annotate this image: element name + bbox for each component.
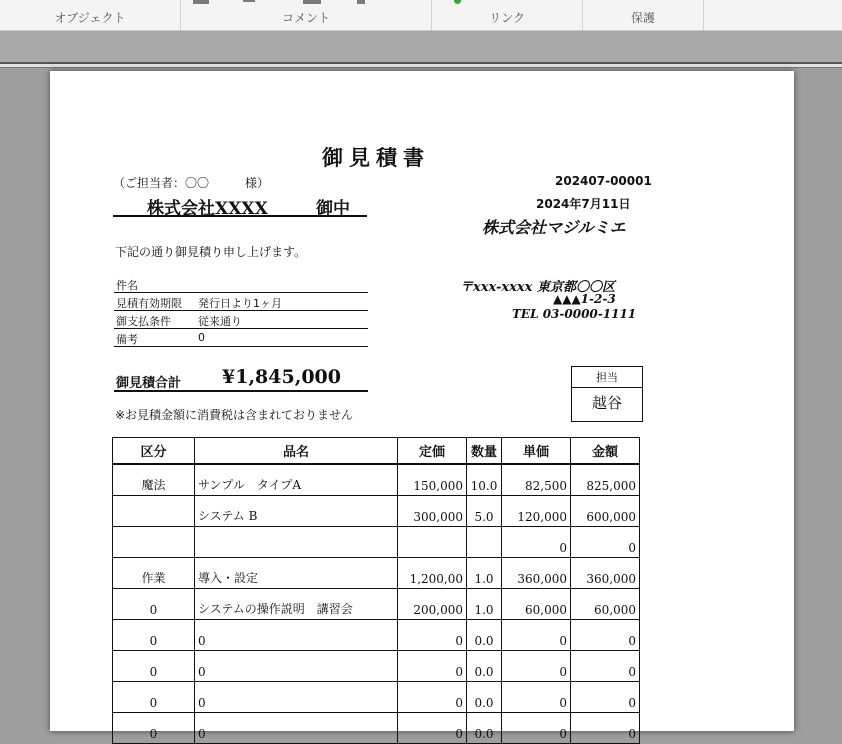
issue-date: 2024年7月11日 [536,197,631,211]
table-row [113,527,640,558]
cell-qty [467,527,502,558]
quote-total-block [114,368,368,392]
ribbon-toolbar [0,0,842,31]
cell-category: 0 [113,589,195,620]
cell-item: 0 [195,682,398,713]
total-amount: ¥1,845,000 [222,366,341,388]
cell-qty: 1.0 [467,558,502,589]
ribbon-group-protect[interactable] [583,0,704,30]
table-header-row [113,438,640,465]
info-row [114,275,368,293]
info-key: 件名 [116,279,138,292]
cell-qty: 0.0 [467,620,502,651]
cell-category: 0 [113,682,195,713]
client-name: 株式会社XXXX [147,199,268,219]
line-items-table [112,437,640,744]
cell-list-price [398,527,467,558]
ribbon-group-objects[interactable] [0,0,181,30]
issuer-address-line1: 〒xxx-xxxx 東京都〇〇区 [460,280,615,295]
cell-list-price: 0 [398,620,467,651]
cell-category: 0 [113,620,195,651]
info-row [114,329,368,347]
cell-amount: 60,000 [571,589,640,620]
table-row [113,496,640,527]
cell-amount: 0 [571,527,640,558]
cell-amount: 0 [571,713,640,744]
comment-tool-icon[interactable] [357,0,365,4]
quote-info-table [114,275,368,347]
cell-unit-price: 0 [502,620,571,651]
cell-category [113,496,195,527]
cell-list-price: 1,200,00 [398,558,467,589]
issuer-company: 株式会社マジルミエ [482,218,626,237]
intro-text: 下記の通り御見積り申し上げます。 [115,245,307,259]
column-header: 品名 [195,438,398,465]
cell-list-price: 300,000 [398,496,467,527]
cell-qty: 1.0 [467,589,502,620]
ribbon-group-comments[interactable] [181,0,432,30]
cell-unit-price: 0 [502,651,571,682]
ribbon-group-label: オブジェクト [54,11,126,25]
info-value: 0 [198,331,205,344]
cell-list-price: 150,000 [398,464,467,496]
column-header: 金額 [571,438,640,465]
toolbar-secondary-strip [0,31,842,64]
cell-item: 0 [195,651,398,682]
cell-amount: 600,000 [571,496,640,527]
column-header: 数量 [467,438,502,465]
cell-category: 作業 [113,558,195,589]
document-title: 御見積書 [322,145,430,170]
attention-line: （ご担当者：〇〇 様） [113,176,270,190]
comment-tool-icon[interactable] [303,0,321,4]
table-row [113,464,640,496]
cell-unit-price: 120,000 [502,496,571,527]
total-label: 御見積合計 [116,376,182,391]
table-row [113,651,640,682]
cell-amount: 0 [571,682,640,713]
stamp-name: 越谷 [591,394,622,412]
issuer-address-line2: ▲▲▲1-2-3 [553,292,616,306]
info-value: 発行日より1ヶ月 [198,297,282,310]
cell-qty: 0.0 [467,651,502,682]
issuer-phone: TEL 03-0000-1111 [512,307,637,321]
table-row [113,682,640,713]
ribbon-group-label: 保護 [630,11,655,25]
info-row [114,293,368,311]
info-value: 従来通り [198,315,242,328]
ribbon-group-label: リンク [489,11,525,25]
client-name-block [113,194,367,217]
ribbon-group-links[interactable] [432,0,583,30]
cell-unit-price: 0 [502,527,571,558]
cell-list-price: 0 [398,713,467,744]
cell-category [113,527,195,558]
link-icon[interactable] [454,0,461,4]
staff-stamp-box [571,366,643,422]
cell-unit-price: 360,000 [502,558,571,589]
info-key: 見積有効期限 [116,297,182,310]
cell-qty: 10.0 [467,464,502,496]
cell-list-price: 0 [398,651,467,682]
info-key: 備考 [116,333,138,346]
cell-unit-price: 0 [502,682,571,713]
cell-unit-price: 82,500 [502,464,571,496]
cell-list-price: 0 [398,682,467,713]
cell-amount: 0 [571,651,640,682]
document-number: 202407-00001 [555,174,652,188]
cell-amount: 0 [571,620,640,651]
cell-qty: 5.0 [467,496,502,527]
cell-item: サンプル タイプA [195,464,398,496]
cell-category: 魔法 [113,464,195,496]
column-header: 区分 [113,438,195,465]
cell-amount: 360,000 [571,558,640,589]
ribbon-group-label: コメント [281,11,330,25]
cell-item: 導入・設定 [195,558,398,589]
cell-category: 0 [113,713,195,744]
column-header: 単価 [502,438,571,465]
cell-item: 0 [195,620,398,651]
table-row [113,620,640,651]
cell-amount: 825,000 [571,464,640,496]
cell-item: 0 [195,713,398,744]
comment-tool-icon[interactable] [243,0,255,2]
table-row [113,558,640,589]
cell-list-price: 200,000 [398,589,467,620]
cell-unit-price: 0 [502,713,571,744]
table-row [113,589,640,620]
divider [0,64,842,68]
client-honorific: 御中 [316,199,350,219]
comment-tool-icon[interactable] [193,0,209,4]
table-row [113,713,640,744]
cell-item: システム B [195,496,398,527]
cell-qty: 0.0 [467,713,502,744]
info-row [114,311,368,329]
cell-qty: 0.0 [467,682,502,713]
cell-category: 0 [113,651,195,682]
stamp-header: 担当 [572,367,642,388]
info-key: 御支払条件 [116,315,171,328]
document-page [50,71,794,741]
cell-item [195,527,398,558]
tax-note: ※お見積金額に消費税は含まれておりません [115,408,354,422]
cell-item: システムの操作説明 講習会 [195,589,398,620]
cell-unit-price: 60,000 [502,589,571,620]
column-header: 定価 [398,438,467,465]
